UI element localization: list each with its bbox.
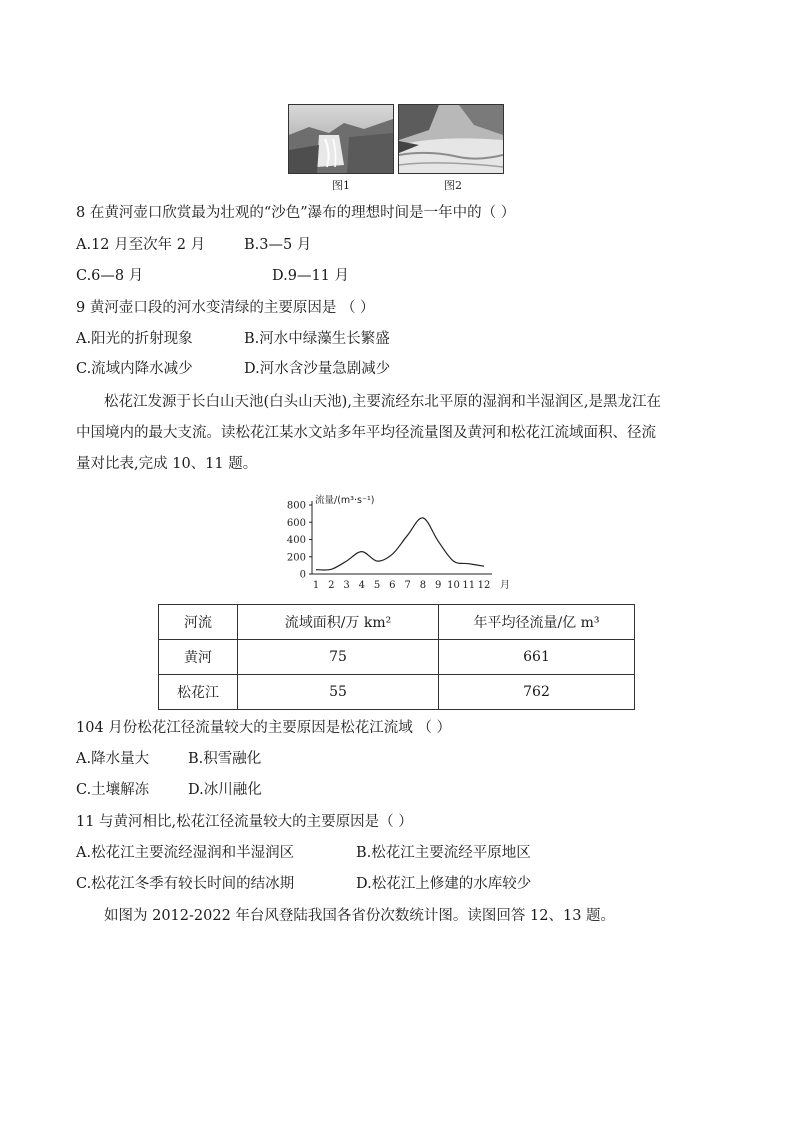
table-header-row [159, 605, 635, 640]
runoff-chart [280, 490, 520, 596]
x-tick-label: 1 [312, 580, 320, 591]
x-tick-label: 9 [434, 580, 442, 591]
x-tick-label: 8 [419, 580, 427, 591]
question-10-option-b[interactable]: B.积雪融化 [188, 751, 262, 767]
table-cell-river: 松花江 [159, 675, 238, 710]
question-10-stem: 104 月份松花江径流量较大的主要原因是松花江流域 （ ） [76, 720, 452, 736]
x-tick-label: 4 [358, 580, 366, 591]
intro-paragraph-line-1: 松花江发源于长白山天池(白头山天池),主要流经东北平原的湿润和半湿润区,是黑龙江在 [104, 394, 662, 410]
question-11-stem: 11 与黄河相比,松花江径流量较大的主要原因是（ ） [76, 814, 413, 830]
question-8-option-c[interactable]: C.6—8 月 [76, 268, 144, 284]
table-cell-runoff: 661 [439, 640, 635, 675]
question-10-option-d[interactable]: D.冰川融化 [188, 782, 262, 798]
table-cell-area: 55 [238, 675, 439, 710]
question-9-option-b[interactable]: B.河水中绿藻生长繁盛 [244, 331, 390, 347]
runoff-series-line [316, 518, 484, 570]
table-header-area: 流域面积/万 km² [238, 605, 439, 640]
y-tick-label: 600 [286, 517, 306, 529]
question-8-stem: 8 在黄河壶口欣赏最为壮观的“沙色”瀑布的理想时间是一年中的（ ） [76, 205, 516, 221]
y-tick-label: 200 [286, 552, 306, 564]
question-8-option-a[interactable]: A.12 月至次年 2 月 [76, 237, 206, 253]
x-tick-label: 10 [447, 580, 460, 591]
figure-1-waterfall-photo [288, 104, 394, 174]
intro-paragraph-typhoon: 如图为 2012-2022 年台风登陆我国各省份次数统计图。读图回答 12、13 题。 [104, 908, 616, 924]
intro-paragraph-line-3: 量对比表,完成 10、11 题。 [76, 456, 258, 472]
table-header-river: 河流 [159, 605, 238, 640]
x-tick-label: 12 [477, 580, 491, 591]
question-8-option-d[interactable]: D.9—11 月 [272, 268, 350, 284]
question-8-option-b[interactable]: B.3—5 月 [244, 237, 312, 253]
figure-2-caption: 图2 [444, 179, 462, 192]
x-tick-label: 7 [404, 580, 411, 591]
x-tick-label: 5 [373, 580, 381, 591]
question-9-option-d[interactable]: D.河水含沙量急剧减少 [244, 361, 391, 377]
question-11-option-a[interactable]: A.松花江主要流经湿润和半湿润区 [76, 845, 295, 861]
x-axis-label: 月 [500, 580, 510, 591]
y-axis-label: 流量/(m³·s⁻¹) [315, 495, 375, 506]
table-header-runoff: 年平均径流量/亿 m³ [439, 605, 635, 640]
question-9-option-a[interactable]: A.阳光的折射现象 [76, 331, 193, 347]
x-tick-label: 2 [328, 580, 335, 591]
intro-paragraph-line-2: 中国境内的最大支流。读松花江某水文站多年平均径流量图及黄河和松花江流域面积、径流 [76, 425, 656, 441]
x-tick-label: 3 [343, 580, 350, 591]
table-row [159, 640, 635, 675]
table-cell-area: 75 [238, 640, 439, 675]
river-comparison-table [158, 604, 635, 710]
x-tick-label: 11 [462, 580, 476, 591]
y-tick-label: 0 [299, 569, 306, 581]
question-11-option-b[interactable]: B.松花江主要流经平原地区 [356, 845, 531, 861]
question-10-option-a[interactable]: A.降水量大 [76, 751, 150, 767]
table-row [159, 675, 635, 710]
question-9-stem: 9 黄河壶口段的河水变清绿的主要原因是 （ ） [76, 300, 375, 316]
figure-1-caption: 图1 [332, 179, 350, 192]
table-cell-runoff: 762 [439, 675, 635, 710]
y-tick-label: 400 [286, 535, 306, 546]
question-9-option-c[interactable]: C.流域内降水减少 [76, 361, 193, 377]
question-10-option-c[interactable]: C.土壤解冻 [76, 782, 150, 798]
table-cell-river: 黄河 [159, 640, 238, 675]
question-11-option-c[interactable]: C.松花江冬季有较长时间的结冰期 [76, 876, 295, 892]
question-11-option-d[interactable]: D.松花江上修建的水库较少 [356, 876, 532, 892]
y-tick-label: 800 [286, 500, 306, 512]
x-tick-label: 6 [389, 580, 396, 591]
figure-2-river-photo [398, 104, 504, 174]
